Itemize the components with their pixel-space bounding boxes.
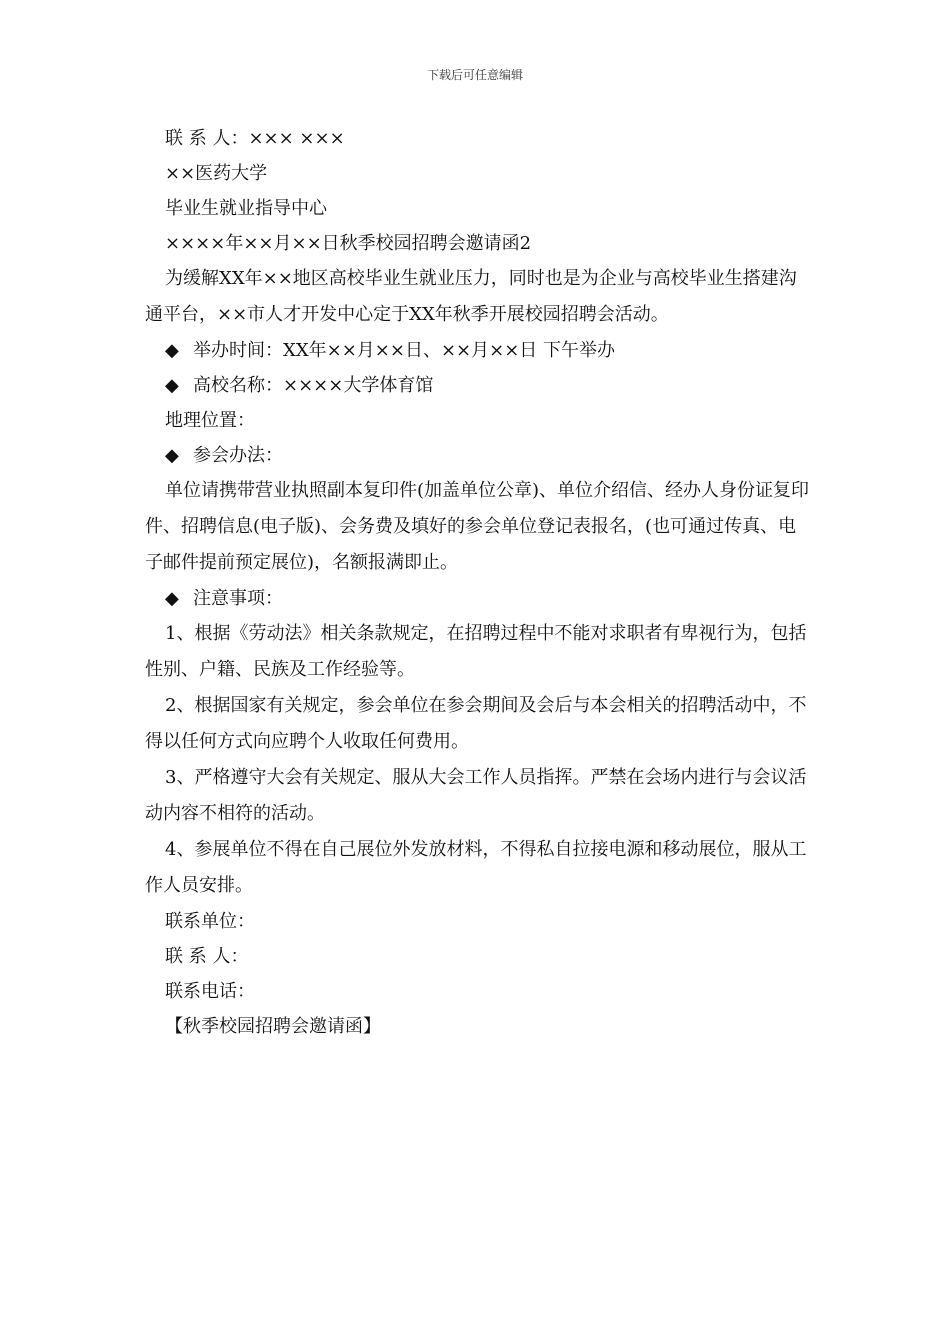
diamond-bullet-icon: ◆: [165, 340, 179, 361]
note-item: 4、参展单位不得在自己展位外发放材料，不得私自拉接电源和移动展位，服从工作人员安排。: [145, 839, 807, 896]
note-item: 3、严格遵守大会有关规定、服从大会工作人员指挥。严禁在会场内进行与会议活动内容不相符的活动。: [145, 767, 807, 824]
bullet-time: [145, 333, 810, 368]
method-paragraph: 单位请携带营业执照副本复印件(加盖单位公章)、单位介绍信、经办人身份证复印件、招聘信息(电子版)、会务费及填好的参会单位登记表报名，(也可通过传真、电子邮件提前预定展位)，名额报满即止。: [145, 480, 810, 573]
page-header: 下载后可任意编辑: [426, 68, 523, 82]
intro-paragraph: 为缓解XX年××地区高校毕业生就业压力，同时也是为企业与高校毕业生搭建沟通平台，××市人才开发中心定于XX年秋季开展校园招聘会活动。: [145, 268, 797, 325]
footer-unit: 联系单位：: [165, 911, 255, 932]
footer-phone: 联系电话：: [165, 981, 255, 1002]
note-item: 2、根据国家有关规定，参会单位在参会期间及会后与本会相关的招聘活动中，不得以任何方式向应聘个人收取任何费用。: [145, 695, 807, 752]
footer-tag: 【秋季校园招聘会邀请函】: [165, 1016, 381, 1037]
bullet-venue-text: 高校名称：××××大学体育馆: [193, 375, 434, 396]
bullet-time-text: 举办时间：XX年××月××日、××月××日 下午举办: [193, 340, 616, 361]
contact-label: 联 系 人：: [165, 128, 249, 149]
footer-person: 联 系 人：: [165, 946, 249, 967]
bullet-notes: [145, 581, 810, 616]
bullet-method: [145, 438, 810, 473]
note-item: 1、根据《劳动法》相关条款规定，在招聘过程中不能对求职者有卑视行为，包括性别、户籍、民族及工作经验等。: [145, 623, 807, 680]
diamond-bullet-icon: ◆: [165, 375, 179, 396]
bullet-venue: [145, 368, 810, 403]
university-name: ××医药大学: [165, 163, 268, 184]
center-name: 毕业生就业指导中心: [165, 198, 327, 219]
bullet-notes-text: 注意事项：: [193, 588, 283, 609]
diamond-bullet-icon: ◆: [165, 445, 179, 466]
contact-line: [145, 121, 810, 156]
bullet-method-text: 参会办法：: [193, 445, 283, 466]
document-body: [145, 121, 810, 1044]
document-title: ××××年××月××日秋季校园招聘会邀请函2: [165, 233, 532, 254]
location-line: 地理位置：: [165, 410, 255, 431]
diamond-bullet-icon: ◆: [165, 588, 179, 609]
contact-value: ××× ×××: [248, 128, 345, 149]
